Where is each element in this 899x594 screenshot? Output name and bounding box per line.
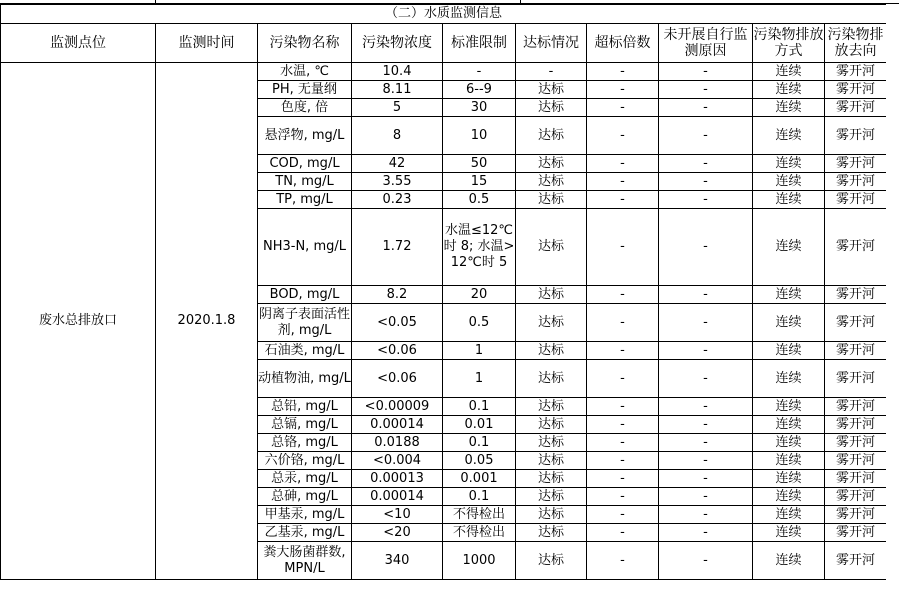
compliance-cell: 达标 (516, 434, 587, 452)
no-monitoring-reason-cell: - (659, 209, 753, 286)
discharge-destination-cell: 雾开河 (825, 360, 887, 398)
discharge-destination-cell: 雾开河 (825, 506, 887, 524)
pollutant-name-cell: 粪大肠菌群数, MPN/L (258, 542, 352, 580)
header-pollutant-name: 污染物名称 (258, 24, 352, 63)
pollutant-name-cell: TN, mg/L (258, 173, 352, 191)
standard-limit-cell: 30 (443, 99, 516, 117)
concentration-cell: <0.05 (352, 304, 443, 342)
discharge-destination-cell: 雾开河 (825, 81, 887, 99)
discharge-destination-cell: 雾开河 (825, 286, 887, 304)
pollutant-name-cell: PH, 无量纲 (258, 81, 352, 99)
discharge-destination-cell: 雾开河 (825, 452, 887, 470)
standard-limit-cell: 1 (443, 360, 516, 398)
discharge-destination-cell: 雾开河 (825, 155, 887, 173)
discharge-destination-cell: 雾开河 (825, 342, 887, 360)
compliance-cell: 达标 (516, 360, 587, 398)
no-monitoring-reason-cell: - (659, 452, 753, 470)
no-monitoring-reason-cell: - (659, 191, 753, 209)
compliance-cell: 达标 (516, 488, 587, 506)
discharge-destination-cell: 雾开河 (825, 416, 887, 434)
concentration-cell: 0.00014 (352, 488, 443, 506)
discharge-mode-cell: 连续 (753, 452, 825, 470)
standard-limit-cell: 不得检出 (443, 506, 516, 524)
water-monitoring-table (0, 4, 887, 580)
no-monitoring-reason-cell: - (659, 542, 753, 580)
concentration-cell: 0.00014 (352, 416, 443, 434)
header-no-monitoring-reason: 未开展自行监测原因 (659, 24, 753, 63)
section-title: （二）水质监测信息 (1, 5, 887, 24)
discharge-destination-cell: 雾开河 (825, 63, 887, 81)
concentration-cell: 0.00013 (352, 470, 443, 488)
standard-limit-cell: 0.001 (443, 470, 516, 488)
table-row (1, 63, 887, 81)
standard-limit-cell: 20 (443, 286, 516, 304)
concentration-cell: <20 (352, 524, 443, 542)
discharge-mode-cell: 连续 (753, 63, 825, 81)
concentration-cell: 1.72 (352, 209, 443, 286)
discharge-mode-cell: 连续 (753, 470, 825, 488)
header-discharge-destination: 污染物排放去向 (825, 24, 887, 63)
discharge-destination-cell: 雾开河 (825, 191, 887, 209)
exceed-multiple-cell: - (587, 416, 659, 434)
no-monitoring-reason-cell: - (659, 524, 753, 542)
header-compliance: 达标情况 (516, 24, 587, 63)
exceed-multiple-cell: - (587, 117, 659, 155)
discharge-destination-cell: 雾开河 (825, 398, 887, 416)
discharge-destination-cell: 雾开河 (825, 524, 887, 542)
exceed-multiple-cell: - (587, 506, 659, 524)
discharge-mode-cell: 连续 (753, 99, 825, 117)
exceed-multiple-cell: - (587, 524, 659, 542)
discharge-destination-cell: 雾开河 (825, 470, 887, 488)
pollutant-name-cell: COD, mg/L (258, 155, 352, 173)
no-monitoring-reason-cell: - (659, 398, 753, 416)
compliance-cell: 达标 (516, 304, 587, 342)
standard-limit-cell: 0.5 (443, 191, 516, 209)
exceed-multiple-cell: - (587, 488, 659, 506)
exceed-multiple-cell: - (587, 81, 659, 99)
discharge-mode-cell: 连续 (753, 360, 825, 398)
discharge-mode-cell: 连续 (753, 173, 825, 191)
header-row (1, 24, 887, 63)
exceed-multiple-cell: - (587, 209, 659, 286)
pollutant-name-cell: 乙基汞, mg/L (258, 524, 352, 542)
discharge-mode-cell: 连续 (753, 488, 825, 506)
compliance-cell: 达标 (516, 398, 587, 416)
pollutant-name-cell: BOD, mg/L (258, 286, 352, 304)
pollutant-name-cell: 水温, ℃ (258, 63, 352, 81)
compliance-cell: 达标 (516, 342, 587, 360)
standard-limit-cell: 不得检出 (443, 524, 516, 542)
discharge-mode-cell: 连续 (753, 398, 825, 416)
compliance-cell: 达标 (516, 524, 587, 542)
no-monitoring-reason-cell: - (659, 99, 753, 117)
standard-limit-cell: 水温≤12℃时 8; 水温>12℃时 5 (443, 209, 516, 286)
exceed-multiple-cell: - (587, 360, 659, 398)
standard-limit-cell: 1000 (443, 542, 516, 580)
discharge-destination-cell: 雾开河 (825, 488, 887, 506)
pollutant-name-cell: 六价铬, mg/L (258, 452, 352, 470)
compliance-cell: 达标 (516, 117, 587, 155)
pollutant-name-cell: 悬浮物, mg/L (258, 117, 352, 155)
concentration-cell: 8.2 (352, 286, 443, 304)
compliance-cell: 达标 (516, 416, 587, 434)
discharge-destination-cell: 雾开河 (825, 434, 887, 452)
standard-limit-cell: 15 (443, 173, 516, 191)
compliance-cell: 达标 (516, 191, 587, 209)
exceed-multiple-cell: - (587, 286, 659, 304)
no-monitoring-reason-cell: - (659, 506, 753, 524)
header-site: 监测点位 (1, 24, 156, 63)
concentration-cell: 0.0188 (352, 434, 443, 452)
concentration-cell: 3.55 (352, 173, 443, 191)
pollutant-name-cell: 阴离子表面活性剂, mg/L (258, 304, 352, 342)
discharge-mode-cell: 连续 (753, 209, 825, 286)
compliance-cell: 达标 (516, 506, 587, 524)
no-monitoring-reason-cell: - (659, 117, 753, 155)
pollutant-name-cell: 总砷, mg/L (258, 488, 352, 506)
compliance-cell: 达标 (516, 209, 587, 286)
no-monitoring-reason-cell: - (659, 434, 753, 452)
concentration-cell: <10 (352, 506, 443, 524)
discharge-mode-cell: 连续 (753, 542, 825, 580)
concentration-cell: <0.004 (352, 452, 443, 470)
discharge-mode-cell: 连续 (753, 117, 825, 155)
exceed-multiple-cell: - (587, 398, 659, 416)
compliance-cell: - (516, 63, 587, 81)
no-monitoring-reason-cell: - (659, 81, 753, 99)
concentration-cell: 8.11 (352, 81, 443, 99)
discharge-mode-cell: 连续 (753, 191, 825, 209)
no-monitoring-reason-cell: - (659, 286, 753, 304)
discharge-mode-cell: 连续 (753, 81, 825, 99)
monitoring-time-cell: 2020.1.8 (156, 63, 258, 580)
discharge-mode-cell: 连续 (753, 434, 825, 452)
header-exceed-multiple: 超标倍数 (587, 24, 659, 63)
exceed-multiple-cell: - (587, 304, 659, 342)
header-time: 监测时间 (156, 24, 258, 63)
discharge-destination-cell: 雾开河 (825, 117, 887, 155)
no-monitoring-reason-cell: - (659, 155, 753, 173)
standard-limit-cell: 0.1 (443, 398, 516, 416)
discharge-mode-cell: 连续 (753, 416, 825, 434)
discharge-mode-cell: 连续 (753, 506, 825, 524)
compliance-cell: 达标 (516, 155, 587, 173)
pollutant-name-cell: 动植物油, mg/L (258, 360, 352, 398)
standard-limit-cell: 50 (443, 155, 516, 173)
standard-limit-cell: 6--9 (443, 81, 516, 99)
no-monitoring-reason-cell: - (659, 470, 753, 488)
concentration-cell: 0.23 (352, 191, 443, 209)
discharge-destination-cell: 雾开河 (825, 173, 887, 191)
discharge-destination-cell: 雾开河 (825, 99, 887, 117)
standard-limit-cell: 10 (443, 117, 516, 155)
exceed-multiple-cell: - (587, 173, 659, 191)
pollutant-name-cell: 色度, 倍 (258, 99, 352, 117)
pollutant-name-cell: TP, mg/L (258, 191, 352, 209)
standard-limit-cell: 0.1 (443, 488, 516, 506)
pollutant-name-cell: 总铬, mg/L (258, 434, 352, 452)
concentration-cell: 10.4 (352, 63, 443, 81)
compliance-cell: 达标 (516, 470, 587, 488)
compliance-cell: 达标 (516, 542, 587, 580)
monitoring-site-cell: 废水总排放口 (1, 63, 156, 580)
standard-limit-cell: 0.05 (443, 452, 516, 470)
no-monitoring-reason-cell: - (659, 416, 753, 434)
discharge-destination-cell: 雾开河 (825, 542, 887, 580)
discharge-mode-cell: 连续 (753, 524, 825, 542)
standard-limit-cell: 0.1 (443, 434, 516, 452)
concentration-cell: 5 (352, 99, 443, 117)
standard-limit-cell: 1 (443, 342, 516, 360)
header-concentration: 污染物浓度 (352, 24, 443, 63)
exceed-multiple-cell: - (587, 99, 659, 117)
standard-limit-cell: 0.5 (443, 304, 516, 342)
discharge-destination-cell: 雾开河 (825, 209, 887, 286)
standard-limit-cell: 0.01 (443, 416, 516, 434)
exceed-multiple-cell: - (587, 434, 659, 452)
pollutant-name-cell: 总汞, mg/L (258, 470, 352, 488)
compliance-cell: 达标 (516, 286, 587, 304)
pollutant-name-cell: 总铅, mg/L (258, 398, 352, 416)
concentration-cell: <0.00009 (352, 398, 443, 416)
compliance-cell: 达标 (516, 452, 587, 470)
discharge-destination-cell: 雾开河 (825, 304, 887, 342)
exceed-multiple-cell: - (587, 63, 659, 81)
exceed-multiple-cell: - (587, 191, 659, 209)
no-monitoring-reason-cell: - (659, 63, 753, 81)
concentration-cell: 42 (352, 155, 443, 173)
concentration-cell: <0.06 (352, 360, 443, 398)
concentration-cell: 340 (352, 542, 443, 580)
compliance-cell: 达标 (516, 99, 587, 117)
pollutant-name-cell: NH3-N, mg/L (258, 209, 352, 286)
pollutant-name-cell: 总镉, mg/L (258, 416, 352, 434)
discharge-mode-cell: 连续 (753, 155, 825, 173)
header-discharge-mode: 污染物排放方式 (753, 24, 825, 63)
no-monitoring-reason-cell: - (659, 342, 753, 360)
compliance-cell: 达标 (516, 173, 587, 191)
pollutant-name-cell: 石油类, mg/L (258, 342, 352, 360)
exceed-multiple-cell: - (587, 452, 659, 470)
discharge-mode-cell: 连续 (753, 342, 825, 360)
no-monitoring-reason-cell: - (659, 488, 753, 506)
header-standard-limit: 标准限制 (443, 24, 516, 63)
discharge-mode-cell: 连续 (753, 304, 825, 342)
exceed-multiple-cell: - (587, 155, 659, 173)
concentration-cell: 8 (352, 117, 443, 155)
no-monitoring-reason-cell: - (659, 360, 753, 398)
exceed-multiple-cell: - (587, 542, 659, 580)
no-monitoring-reason-cell: - (659, 304, 753, 342)
no-monitoring-reason-cell: - (659, 173, 753, 191)
standard-limit-cell: - (443, 63, 516, 81)
exceed-multiple-cell: - (587, 470, 659, 488)
discharge-mode-cell: 连续 (753, 286, 825, 304)
compliance-cell: 达标 (516, 81, 587, 99)
exceed-multiple-cell: - (587, 342, 659, 360)
pollutant-name-cell: 甲基汞, mg/L (258, 506, 352, 524)
concentration-cell: <0.06 (352, 342, 443, 360)
